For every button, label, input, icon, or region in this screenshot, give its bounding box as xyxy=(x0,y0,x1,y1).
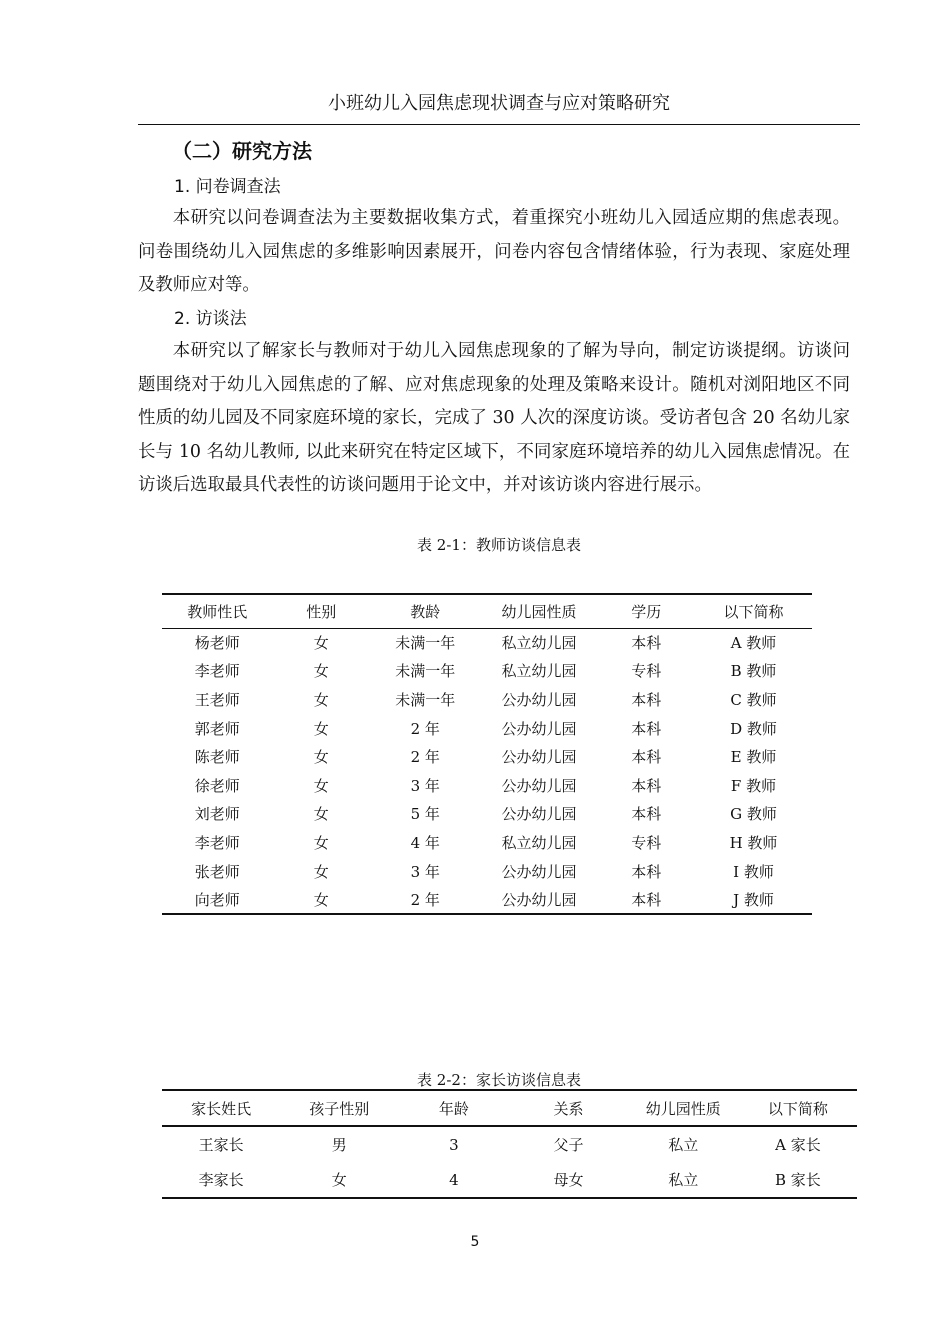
table-cell: 李家长 xyxy=(198,1171,244,1189)
table-row xyxy=(162,857,812,886)
subsection-heading-interview: 2. 访谈法 xyxy=(174,309,247,329)
table-cell: G 教师 xyxy=(730,805,777,824)
paragraph-interview: 本研究以了解家长与教师对于幼儿入园焦虑现象的了解为导向，制定访谈提纲。访谈问题围绕对于幼儿入园焦虑的了解、应对焦虑现象的处理及策略来设计。随机对浏阳地区不同性质的幼儿园及不同家庭环境的家长，完成了 30 人次的深度访谈。受访者包含 20 名幼儿家长与 10 名幼儿教师, 以此来研究在特定区域下，不同家庭环境培养的幼儿入园焦虑情况。在访谈后选取最具代表性的访谈问题用于论文中，并对该访谈内容进行展示。 xyxy=(138,341,850,495)
table-cell: 女 xyxy=(331,1171,347,1189)
table-cell: 本科 xyxy=(631,719,662,738)
table-cell: 本科 xyxy=(631,862,662,881)
table-row xyxy=(162,714,812,743)
table-cell: B 家长 xyxy=(775,1171,821,1189)
table-cell: H 教师 xyxy=(729,833,778,852)
parent-interview-table xyxy=(162,1089,857,1199)
table-row xyxy=(162,1126,857,1162)
table-cell: 王老师 xyxy=(194,690,240,709)
table-cell: 杨老师 xyxy=(194,634,240,653)
table-cell: 父子 xyxy=(553,1136,584,1154)
table-cell: J 教师 xyxy=(733,890,774,909)
table-cell: 4 年 xyxy=(410,833,440,852)
table-cell: E 教师 xyxy=(730,748,777,767)
table-cell: 私立幼儿园 xyxy=(501,634,577,653)
table-cell: 女 xyxy=(313,805,329,824)
table-row xyxy=(162,800,812,829)
table-cell: 未满一年 xyxy=(395,662,456,681)
table-cell: B 教师 xyxy=(730,662,777,681)
column-header: 学历 xyxy=(598,594,696,628)
table-cell: 男 xyxy=(331,1136,347,1154)
table-cell: 陈老师 xyxy=(194,748,240,767)
table-cell: 3 年 xyxy=(410,862,440,881)
table-cell: A 教师 xyxy=(730,634,777,653)
table-cell: 徐老师 xyxy=(194,776,240,795)
subsection-heading-questionnaire: 1. 问卷调查法 xyxy=(174,177,281,197)
table-row xyxy=(162,828,812,857)
column-header: 关系 xyxy=(509,1090,627,1126)
table-row xyxy=(162,1162,857,1198)
table-cell: 私立 xyxy=(668,1136,699,1154)
table-cell: 公办幼儿园 xyxy=(501,690,577,709)
table-cell: A 家长 xyxy=(775,1136,821,1154)
table-cell: 公办幼儿园 xyxy=(501,748,577,767)
table-cell: 本科 xyxy=(631,634,662,653)
table-cell: 未满一年 xyxy=(395,690,456,709)
table-cell: 私立幼儿园 xyxy=(501,662,577,681)
table-cell: 张老师 xyxy=(194,862,240,881)
table-header-row xyxy=(162,1090,857,1126)
table-cell: 郭老师 xyxy=(194,719,240,738)
table-cell: 向老师 xyxy=(194,890,240,909)
table-row xyxy=(162,742,812,771)
table-cell: 刘老师 xyxy=(194,805,240,824)
table-cell: 公办幼儿园 xyxy=(501,805,577,824)
table-cell: 公办幼儿园 xyxy=(501,862,577,881)
table-cell: 女 xyxy=(313,862,329,881)
table-cell: 李老师 xyxy=(194,662,240,681)
page-number: 5 xyxy=(470,1234,480,1250)
column-header: 以下简称 xyxy=(695,594,812,628)
table-cell: 女 xyxy=(313,662,329,681)
table-cell: 女 xyxy=(313,690,329,709)
table-row xyxy=(162,628,812,657)
table-caption-teachers: 表 2-1：教师访谈信息表 xyxy=(417,536,581,554)
table-cell: 本科 xyxy=(631,748,662,767)
column-header: 幼儿园性质 xyxy=(628,1090,739,1126)
table-cell: 女 xyxy=(313,776,329,795)
table-cell: 女 xyxy=(313,634,329,653)
table-cell: 2 年 xyxy=(410,890,440,909)
table-cell: 公办幼儿园 xyxy=(501,776,577,795)
teacher-interview-table xyxy=(162,593,812,915)
table-cell: 王家长 xyxy=(198,1136,244,1154)
table-row xyxy=(162,685,812,714)
table-cell: 专科 xyxy=(631,662,662,681)
table-cell: I 教师 xyxy=(733,862,774,881)
table-cell: 3 xyxy=(449,1135,459,1154)
table-caption-parents: 表 2-2：家长访谈信息表 xyxy=(417,1071,581,1089)
table-cell: F 教师 xyxy=(730,776,777,795)
table-cell: 李老师 xyxy=(194,833,240,852)
running-header: 小班幼儿入园焦虑现状调查与应对策略研究 xyxy=(328,93,670,114)
table-cell: 3 年 xyxy=(410,776,440,795)
column-header: 教龄 xyxy=(370,594,481,628)
table-row xyxy=(162,771,812,800)
table-cell: 母女 xyxy=(553,1171,584,1189)
column-header: 性别 xyxy=(273,594,371,628)
paragraph-questionnaire: 本研究以问卷调查法为主要数据收集方式，着重探究小班幼儿入园适应期的焦虑表现。问卷围绕幼儿入园焦虑的多维影响因素展开，问卷内容包含情绪体验，行为表现、家庭处理及教师应对等。 xyxy=(138,208,850,295)
section-heading: （二）研究方法 xyxy=(172,139,312,163)
table-cell: 本科 xyxy=(631,805,662,824)
table-cell: 私立幼儿园 xyxy=(501,833,577,852)
table-cell: 未满一年 xyxy=(395,634,456,653)
column-header: 幼儿园性质 xyxy=(481,594,598,628)
table-cell: 4 xyxy=(449,1170,459,1189)
table-cell: 本科 xyxy=(631,776,662,795)
column-header: 教师性氏 xyxy=(162,594,273,628)
table-cell: 5 年 xyxy=(410,805,440,824)
table-cell: 私立 xyxy=(668,1171,699,1189)
column-header: 家长姓氏 xyxy=(162,1090,280,1126)
table-cell: 公办幼儿园 xyxy=(501,719,577,738)
table-cell: 女 xyxy=(313,748,329,767)
table-header-row xyxy=(162,594,812,628)
table-row xyxy=(162,885,812,914)
table-cell: 本科 xyxy=(631,890,662,909)
column-header: 以下简称 xyxy=(739,1090,857,1126)
table-row xyxy=(162,657,812,686)
table-cell: 2 年 xyxy=(410,719,440,738)
table-cell: 女 xyxy=(313,719,329,738)
column-header: 年龄 xyxy=(398,1090,509,1126)
table-cell: 公办幼儿园 xyxy=(501,890,577,909)
table-cell: C 教师 xyxy=(730,690,777,709)
table-cell: 女 xyxy=(313,890,329,909)
table-cell: 专科 xyxy=(631,833,662,852)
table-cell: 2 年 xyxy=(410,748,440,767)
header-rule xyxy=(138,124,860,125)
table-cell: 女 xyxy=(313,833,329,852)
column-header: 孩子性别 xyxy=(280,1090,398,1126)
table-cell: 本科 xyxy=(631,690,662,709)
table-cell: D 教师 xyxy=(730,719,777,738)
